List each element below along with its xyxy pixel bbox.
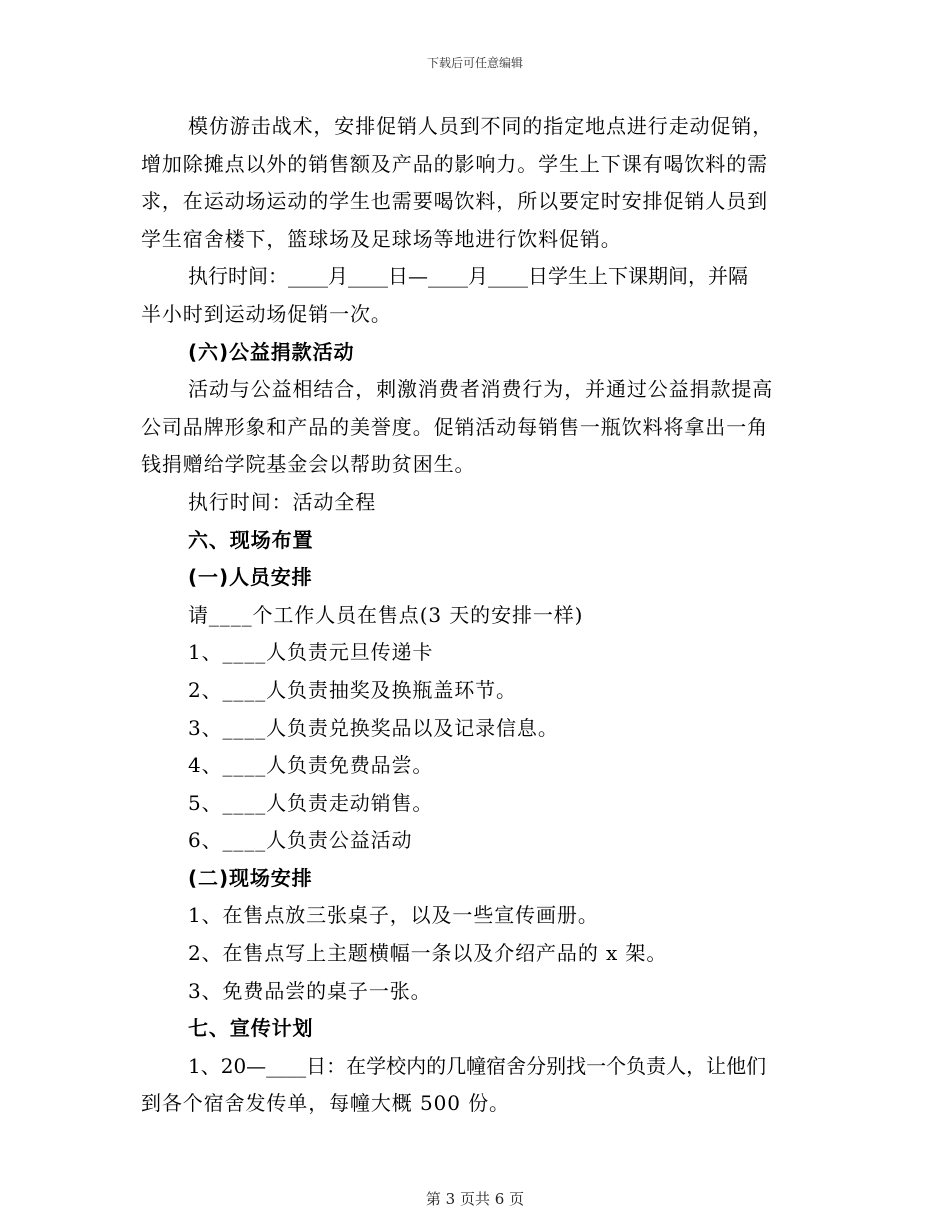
paragraph-line: 模仿游击战术，安排促销人员到不同的指定地点进行走动促销， [188,114,774,138]
section-heading: 六、现场布置 [188,527,314,552]
section-heading: (二)现场安排 [188,865,313,890]
paragraph-line: 请____个工作人员在售点(3 天的安排一样) [188,602,584,627]
list-item: 3、____人负责兑换奖品以及记录信息。 [188,715,559,740]
paragraph-line: 增加除摊点以外的销售额及产品的影响力。学生上下课有喝饮料的需 [141,151,768,176]
list-item: 2、在售点写上主题横幅一条以及介绍产品的 x 架。 [188,941,668,966]
paragraph-line: 公司品牌形象和产品的美誉度。促销活动每销售一瓶饮料将拿出一角 [141,414,768,439]
section-heading: (一)人员安排 [188,565,313,590]
list-item: 1、____人负责元旦传递卡 [188,640,434,665]
paragraph-line: 到各个宿舍发传单，每幢大概 500 份。 [141,1091,510,1116]
section-heading: (六)公益捐款活动 [188,339,355,364]
page-header: 下载后可任意编辑 [426,56,523,70]
document-body [141,108,801,1123]
list-item: 5、____人负责走动销售。 [188,790,434,815]
page-footer: 第 3 页共 6 页 [425,1190,525,1208]
paragraph-line: 半小时到运动场促销一次。 [141,301,392,326]
paragraph-line: 钱捐赠给学院基金会以帮助贫困生。 [141,452,476,477]
paragraph-line: 执行时间：____月____日—____月____日学生上下课期间，并隔 [188,264,748,289]
paragraph-line: 执行时间：活动全程 [188,489,377,514]
list-item: 2、____人负责抽奖及换瓶盖环节。 [188,677,517,702]
paragraph-line: 学生宿舍楼下，篮球场及足球场等地进行饮料促销。 [141,226,622,251]
section-heading: 七、宣传计划 [188,1016,314,1041]
list-item: 3、免费品尝的桌子一张。 [188,978,432,1003]
paragraph-line: 活动与公益相结合，刺激消费者消费行为，并通过公益捐款提高 [188,377,774,402]
paragraph-line: 求，在运动场运动的学生也需要喝饮料，所以要定时安排促销人员到 [141,189,768,214]
list-item: 4、____人负责免费品尝。 [188,753,434,778]
list-item: 1、在售点放三张桌子，以及一些宣传画册。 [188,903,599,928]
paragraph-line: 1、20—____日：在学校内的几幢宿舍分别找一个负责人，让他们 [188,1053,767,1078]
list-item: 6、____人负责公益活动 [188,828,413,853]
